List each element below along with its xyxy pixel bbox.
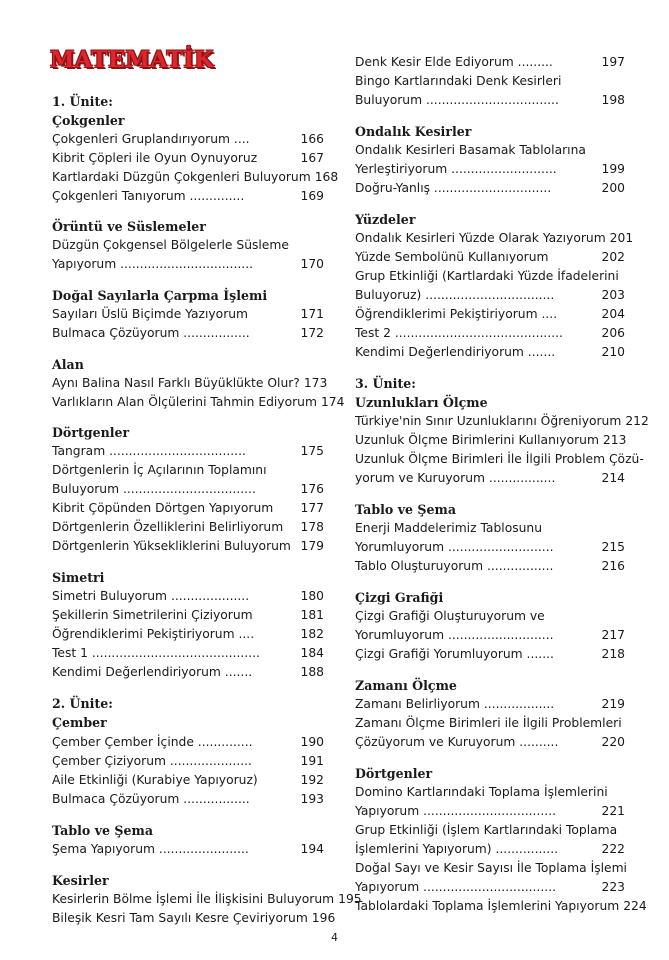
section-heading [355, 588, 625, 607]
toc-entry [355, 160, 625, 179]
entry-page-number: 198 [601, 93, 625, 107]
entry-page-number: 194 [300, 842, 324, 856]
entry-title: Dörtgenlerin Yüksekliklerini Buluyorum [52, 539, 291, 553]
entry-page-number: 222 [601, 842, 625, 856]
entry-title: Varlıkların Alan Ölçülerini Tahmin Ediyorum [52, 395, 317, 409]
entry-title: Uzunluk Ölçme Birimlerini Kullanıyorum [355, 433, 599, 447]
entry-page-number: 177 [300, 501, 324, 515]
entry-title: Grup Etkinliği (Kartlardaki Yüzde İfadelerini [355, 269, 619, 283]
entry-page-number: 203 [601, 288, 625, 302]
entry-page-number: 224 [623, 899, 647, 913]
entry-page-number: 213 [602, 433, 627, 447]
entry-title: Yapıyorum .................................. [355, 804, 557, 818]
section-heading [52, 423, 324, 442]
toc-entry [52, 518, 324, 537]
toc-entry [355, 607, 625, 626]
toc-entry [355, 859, 625, 878]
entry-page-number: 173 [303, 376, 328, 390]
section-heading [52, 111, 324, 130]
entry-title: Domino Kartlarındaki Toplama İşlemlerini [355, 785, 608, 799]
toc-entry [355, 840, 625, 859]
entry-page-number: 202 [601, 250, 625, 264]
toc-entry [52, 606, 324, 625]
entry-page-number: 171 [300, 307, 324, 321]
entry-page-number: 181 [300, 608, 324, 622]
entry-page-number: 178 [300, 520, 324, 534]
entry-title: Tablo ve Şema [52, 823, 154, 838]
entry-title: Yapıyorum .................................. [355, 880, 557, 894]
entry-title: Yerleştiriyorum ........................... [355, 162, 557, 176]
entry-page-number: 174 [320, 395, 345, 409]
toc-entry [52, 644, 324, 663]
toc-entry [355, 91, 625, 110]
toc-entry [355, 141, 625, 160]
toc-entry [52, 255, 324, 274]
entry-title: Buluyoruz) ................................. [355, 288, 555, 302]
entry-title: 1. Ünite: [52, 94, 113, 109]
entry-title: Kendimi Değerlendiriyorum ....... [52, 665, 253, 679]
entry-page-number: 214 [601, 471, 625, 485]
toc-entry [52, 625, 324, 644]
entry-page-number [621, 141, 625, 160]
toc-entry [52, 733, 324, 752]
entry-page-number: 169 [300, 189, 324, 203]
section-heading [355, 122, 625, 141]
entry-title: Simetri Buluyorum .................... [52, 589, 250, 603]
entry-title: Öğrendiklerimi Pekiştiriyorum .... [52, 627, 255, 641]
entry-title: Dörtgenlerin İç Açılarının Toplamını [52, 463, 267, 477]
entry-page-number: 166 [300, 132, 324, 146]
entry-page-number: 182 [300, 627, 324, 641]
toc-entry [355, 412, 649, 431]
toc-entry [355, 248, 625, 267]
toc-entry [355, 897, 647, 916]
entry-title: Dörtgenler [355, 766, 433, 781]
entry-page-number: 195 [338, 892, 362, 906]
toc-entry [52, 130, 324, 149]
toc-entry [355, 450, 644, 469]
toc-entry [355, 267, 625, 286]
entry-title: Sayıları Üslü Biçimde Yazıyorum [52, 307, 249, 321]
entry-title: Yüzdeler [355, 212, 416, 227]
entry-title: Yorumluyorum ........................... [355, 540, 554, 554]
toc-entry [355, 733, 625, 752]
entry-page-number: 184 [300, 646, 324, 660]
toc-entry [52, 480, 324, 499]
entry-title: Çember [52, 715, 107, 730]
toc-entry [355, 431, 625, 450]
entry-title: Bileşik Kesri Tam Sayılı Kesre Çeviriyorum [52, 911, 308, 925]
entry-title: Yüzde Sembolünü Kullanıyorum [355, 250, 549, 264]
entry-page-number: 188 [300, 665, 324, 679]
entry-title: Denk Kesir Elde Ediyorum ......... [355, 55, 553, 69]
toc-entry [355, 557, 625, 576]
entry-title: Kibrit Çöpleri ile Oyun Oynuyoruz [52, 151, 258, 165]
entry-page-number: 216 [601, 559, 625, 573]
entry-page-number [622, 714, 626, 733]
entry-title: Kibrit Çöpünden Dörtgen Yapıyorum [52, 501, 274, 515]
entry-title: Uzunluk Ölçme Birimleri İle İlgili Problem Çözü- [355, 452, 644, 466]
entry-title: Şekillerin Simetrilerini Çiziyorum [52, 608, 253, 622]
section-heading [52, 871, 324, 890]
section-heading [355, 764, 625, 783]
section-heading [52, 821, 324, 840]
toc-entry [52, 752, 324, 771]
toc-entry [52, 840, 324, 859]
entry-page-number [621, 519, 625, 538]
entry-title: Düzgün Çokgensel Bölgelerle Süsleme [52, 238, 289, 252]
entry-title: Çizgi Grafiği Yorumluyorum ....... [355, 647, 554, 661]
entry-page-number [621, 821, 625, 840]
entry-title: Örüntü ve Süslemeler [52, 219, 206, 234]
entry-title: Buluyorum .................................. [52, 482, 256, 496]
entry-title: Zamanı Belirliyorum .................. [355, 697, 555, 711]
entry-title: Uzunlukları Ölçme [355, 395, 488, 410]
entry-page-number: 190 [300, 735, 324, 749]
toc-entry [355, 324, 625, 343]
toc-entry [355, 878, 625, 897]
toc-entry [355, 714, 625, 733]
entry-title: Kesirler [52, 873, 109, 888]
entry-page-number: 200 [601, 181, 625, 195]
entry-page-number: 215 [601, 540, 625, 554]
section-heading [52, 568, 324, 587]
entry-title: Test 2 ........................................... [355, 326, 563, 340]
toc-entry [355, 821, 625, 840]
toc-entry [355, 645, 625, 664]
entry-title: Alan [52, 357, 84, 372]
toc-entry [52, 168, 339, 187]
entry-page-number: 220 [601, 735, 625, 749]
section-heading [355, 676, 625, 695]
entry-page-number: 170 [300, 257, 324, 271]
toc-entry [355, 538, 625, 557]
entry-title: Doğal Sayılarla Çarpma İşlemi [52, 288, 268, 303]
entry-title: Çokgenler [52, 113, 125, 128]
entry-title: Aile Etkinliği (Kurabiye Yapıyoruz) [52, 773, 258, 787]
section-heading [355, 500, 625, 519]
entry-title: Test 1 ........................................... [52, 646, 260, 660]
entry-page-number [320, 461, 324, 480]
subject-logo: MATEMATİK [50, 47, 214, 73]
entry-page-number [621, 783, 625, 802]
entry-page-number [621, 267, 625, 286]
entry-title: Çözüyorum ve Kuruyorum .......... [355, 735, 559, 749]
toc-entry [52, 149, 324, 168]
toc-entry [355, 802, 625, 821]
entry-page-number: 180 [300, 589, 324, 603]
entry-page-number: 168 [314, 170, 339, 184]
toc-entry [52, 790, 324, 809]
entry-page-number [644, 450, 648, 469]
entry-title: Bingo Kartlarındaki Denk Kesirleri [355, 74, 562, 88]
section-heading [52, 217, 324, 236]
entry-title: Kartlardaki Düzgün Çokgenleri Buluyorum [52, 170, 311, 184]
entry-title: Doğal Sayı ve Kesir Sayısı İle Toplama İşlemi [355, 861, 627, 875]
entry-title: Enerji Maddelerimiz Tablosunu [355, 521, 543, 535]
entry-title: Çember Çember İçinde .............. [52, 735, 253, 749]
toc-entry [355, 469, 625, 488]
entry-page-number: 191 [300, 754, 324, 768]
entry-title: Aynı Balina Nasıl Farklı Büyüklükte Olur? [52, 376, 300, 390]
entry-page-number [621, 72, 625, 91]
entry-page-number: 223 [601, 880, 625, 894]
toc-entry [52, 771, 324, 790]
entry-title: 3. Ünite: [355, 376, 416, 391]
entry-title: Grup Etkinliği (İşlem Kartlarındaki Toplama [355, 823, 618, 837]
toc-entry [52, 890, 362, 909]
toc-entry [355, 53, 625, 72]
toc-entry [52, 909, 336, 928]
entry-page-number: 219 [601, 697, 625, 711]
entry-page-number: 196 [311, 911, 336, 925]
entry-title: Zamanı Ölçme [355, 678, 457, 693]
entry-page-number: 197 [601, 55, 625, 69]
entry-title: 2. Ünite: [52, 696, 113, 711]
entry-title: Buluyorum .................................. [355, 93, 559, 107]
entry-page-number: 212 [625, 414, 649, 428]
toc-entry [52, 324, 324, 343]
toc-entry [52, 663, 324, 682]
entry-page-number: 210 [601, 345, 625, 359]
entry-title: Tablo Oluşturuyorum ................. [355, 559, 554, 573]
entry-page-number [627, 859, 631, 878]
entry-page-number: 218 [601, 647, 625, 661]
entry-title: Bulmaca Çözüyorum ................. [52, 326, 250, 340]
toc-entry [52, 236, 324, 255]
entry-title: Kendimi Değerlendiriyorum ....... [355, 345, 556, 359]
entry-title: Zamanı Ölçme Birimleri ile İlgili Problemleri [355, 716, 622, 730]
entry-title: Türkiye'nin Sınır Uzunluklarını Öğreniyorum [355, 414, 622, 428]
entry-title: Ondalık Kesirler [355, 124, 472, 139]
entry-title: Tangram ................................... [52, 444, 246, 458]
entry-page-number: 172 [300, 326, 324, 340]
section-heading [355, 393, 625, 412]
toc-entry [52, 461, 324, 480]
toc-entry [355, 626, 625, 645]
toc-entry [52, 442, 324, 461]
toc-entry [52, 537, 324, 556]
entry-page-number: 201 [609, 231, 634, 245]
toc-entry [355, 343, 625, 362]
entry-title: Çember Çiziyorum ..................... [52, 754, 252, 768]
entry-page-number: 192 [300, 773, 324, 787]
unit-heading [355, 374, 625, 393]
entry-title: Yorumluyorum ........................... [355, 628, 554, 642]
section-heading [52, 355, 324, 374]
toc-entry [355, 72, 625, 91]
entry-title: Dörtgenlerin Özelliklerini Belirliyorum [52, 520, 284, 534]
section-heading [52, 286, 324, 305]
entry-title: Yapıyorum .................................. [52, 257, 254, 271]
entry-title: Öğrendiklerimi Pekiştiriyorum .... [355, 307, 558, 321]
section-heading [52, 713, 324, 732]
entry-title: Çizgi Grafiği [355, 590, 444, 605]
toc-entry [355, 286, 625, 305]
entry-page-number: 176 [300, 482, 324, 496]
entry-title: Simetri [52, 570, 105, 585]
toc-entry [52, 499, 324, 518]
entry-page-number: 193 [300, 792, 324, 806]
entry-page-number: 221 [601, 804, 625, 818]
entry-title: Ondalık Kesirleri Yüzde Olarak Yazıyorum [355, 231, 606, 245]
entry-title: Tablo ve Şema [355, 502, 457, 517]
entry-page-number: 179 [300, 539, 324, 553]
entry-title: Çizgi Grafiği Oluşturuyorum ve [355, 609, 545, 623]
entry-page-number: 217 [601, 628, 625, 642]
toc-entry [355, 179, 625, 198]
page-number: 4 [331, 931, 338, 944]
toc-entry [355, 519, 625, 538]
entry-page-number: 206 [601, 326, 625, 340]
toc-entry [355, 305, 625, 324]
entry-title: yorum ve Kuruyorum ................. [355, 471, 556, 485]
toc-entry [355, 783, 625, 802]
unit-heading [52, 92, 324, 111]
toc-entry [52, 305, 324, 324]
toc-entry [52, 187, 324, 206]
entry-title: İşlemlerini Yapıyorum) ................ [355, 842, 559, 856]
entry-title: Bulmaca Çözüyorum ................. [52, 792, 250, 806]
toc-entry [52, 374, 328, 393]
entry-title: Kesirlerin Bölme İşlemi İle İlişkisini Buluyorum [52, 892, 335, 906]
entry-title: Doğru-Yanlış .............................. [355, 181, 552, 195]
toc-entry [52, 587, 324, 606]
entry-title: Çokgenleri Gruplandırıyorum .... [52, 132, 250, 146]
entry-page-number: 175 [300, 444, 324, 458]
toc-entry [52, 393, 345, 412]
entry-title: Çokgenleri Tanıyorum .............. [52, 189, 245, 203]
entry-page-number: 204 [601, 307, 625, 321]
toc-entry [355, 695, 625, 714]
entry-page-number [320, 236, 324, 255]
entry-title: Dörtgenler [52, 425, 130, 440]
entry-title: Şema Yapıyorum ....................... [52, 842, 249, 856]
unit-heading [52, 694, 324, 713]
entry-title: Tablolardaki Toplama İşlemlerini Yapıyorum [355, 899, 620, 913]
entry-page-number: 199 [601, 162, 625, 176]
toc-entry [355, 229, 634, 248]
entry-title: Ondalık Kesirleri Basamak Tablolarına [355, 143, 586, 157]
entry-page-number: 167 [300, 151, 324, 165]
section-heading [355, 210, 625, 229]
entry-page-number [621, 607, 625, 626]
